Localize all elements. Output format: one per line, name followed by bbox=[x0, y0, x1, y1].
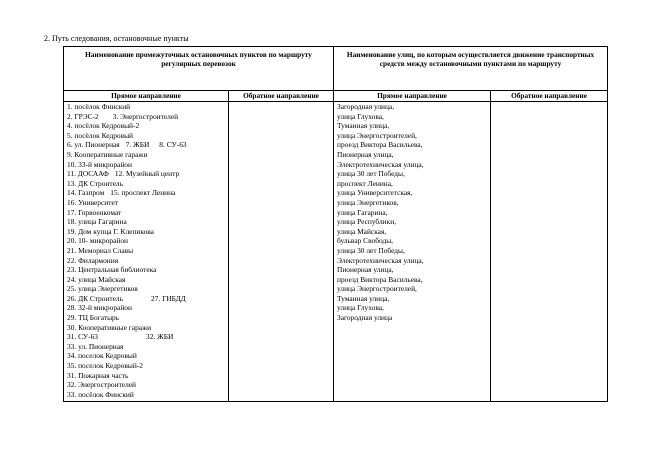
list-item: улица Энергостроителей, bbox=[337, 284, 417, 294]
list-item: 5. посёлок Кедровый bbox=[67, 130, 133, 140]
list-item: 18. улица Гагарина bbox=[67, 217, 127, 227]
stops-reverse-header: Обратное направление bbox=[229, 91, 334, 102]
list-item: 14. Газпром 15. проспект Ленина bbox=[67, 188, 176, 198]
list-item: 4. посёлок Кедровый-2 bbox=[67, 121, 140, 131]
list-item: 24. улица Майская bbox=[67, 274, 126, 284]
list-item: 17. Горвоенкомат bbox=[67, 207, 122, 217]
list-item: проспект Ленина, bbox=[337, 178, 393, 188]
streets-reverse-list bbox=[491, 102, 608, 402]
list-item: Туманная улица, bbox=[337, 293, 390, 303]
stops-header: Наименование промежуточных остановочных пунктов по маршруту регулярных перевозок bbox=[64, 47, 334, 91]
list-item: 31. Пожарная часть bbox=[67, 370, 129, 380]
list-item: Пионерная улица, bbox=[337, 265, 394, 275]
list-item: улица Глухова, bbox=[337, 111, 384, 121]
stops-reverse-list bbox=[229, 102, 334, 402]
list-item: Загородная улица bbox=[337, 313, 393, 323]
list-item: 10. 33-й микрорайон bbox=[67, 159, 132, 169]
list-item: улица 30 лет Победы, bbox=[337, 245, 405, 255]
list-item: 16. Университет bbox=[67, 197, 118, 207]
list-item: 20. 10- микрорайон bbox=[67, 236, 128, 246]
stops-forward-list bbox=[64, 102, 229, 402]
list-item: Пионерная улица, bbox=[337, 149, 394, 159]
list-item: 6. ул. Пионерная 7. ЖБИ 8. СУ-63 bbox=[67, 140, 187, 150]
list-item: 19. Дом купца Г. Клепикова bbox=[67, 226, 154, 236]
list-item: улица 30 лет Победы, bbox=[337, 169, 405, 179]
streets-forward-list bbox=[334, 102, 491, 402]
list-item: 33. ул. Пионерная bbox=[67, 341, 124, 351]
list-item: улица Энергетиков, bbox=[337, 197, 399, 207]
list-item: Туманная улица, bbox=[337, 121, 390, 131]
list-item: улица Майская, bbox=[337, 226, 387, 236]
streets-reverse-header: Обратное направление bbox=[491, 91, 608, 102]
list-item: 11. ДОСААФ 12. Музейный центр bbox=[67, 169, 180, 179]
list-item: 31. СУ-63 32. ЖБИ bbox=[67, 332, 174, 342]
list-item: 26. ДК Строитель 27. ГИБДД bbox=[67, 293, 186, 303]
list-item: Загородная улица, bbox=[337, 102, 395, 111]
list-item: 29. ТЦ Богатырь bbox=[67, 313, 120, 323]
list-item: проезд Виктора Васильева, bbox=[337, 274, 423, 284]
list-item: 1. посёлок Финский bbox=[67, 102, 131, 111]
streets-forward-header: Прямое направление bbox=[334, 91, 491, 102]
list-item: улица Энергостроителей, bbox=[337, 130, 417, 140]
list-item: улица Республики, bbox=[337, 217, 397, 227]
list-item: улица Глухова, bbox=[337, 303, 384, 313]
list-item: 32. Энергостроителей bbox=[67, 380, 137, 390]
list-item: 13. ДК Строитель bbox=[67, 178, 123, 188]
list-item: 34. поселок Кедровый bbox=[67, 351, 137, 361]
route-table bbox=[63, 46, 608, 402]
list-item: 9. Кооперативные гаражи bbox=[67, 149, 148, 159]
section-heading: 2. Путь следования, остановочные пункты bbox=[44, 34, 189, 43]
list-item: 33. посёлок Финский bbox=[67, 389, 134, 399]
list-item: 22. Филармония bbox=[67, 255, 119, 265]
list-item: улица Университетская, bbox=[337, 188, 413, 198]
list-item: бульвар Свободы, bbox=[337, 236, 394, 246]
list-item: 2. ГРЭС-2 3. Энергостроителей bbox=[67, 111, 179, 121]
list-item: улица Гагарина, bbox=[337, 207, 388, 217]
list-item: проезд Виктора Васильева, bbox=[337, 140, 423, 150]
list-item: 28. 32-й микрорайон bbox=[67, 303, 132, 313]
list-item: Электротехническая улица, bbox=[337, 255, 424, 265]
list-item: 21. Мемориал Славы bbox=[67, 245, 134, 255]
list-item: 30. Кооперативные гаражи bbox=[67, 322, 152, 332]
list-item: Электротехническая улица, bbox=[337, 159, 424, 169]
list-item: 25. улица Энергетиков bbox=[67, 284, 138, 294]
list-item: 35. поселок Кедровый-2 bbox=[67, 361, 143, 371]
stops-forward-header: Прямое направление bbox=[64, 91, 229, 102]
list-item: 23. Центральная библиотека bbox=[67, 265, 157, 275]
streets-header: Наименование улиц, по которым осуществляется движение транспортных средств между остановочными пунктами по маршруту bbox=[334, 47, 608, 91]
